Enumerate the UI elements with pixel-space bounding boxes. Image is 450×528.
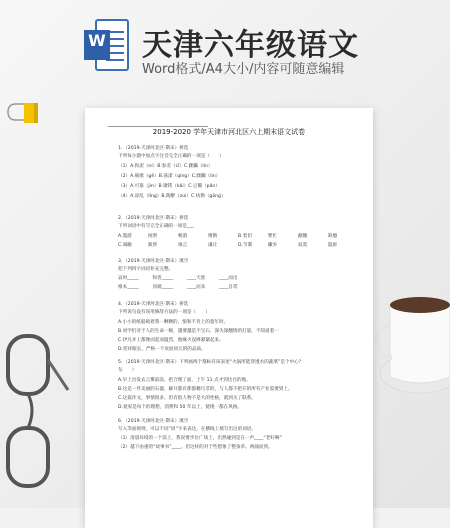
eyeglasses-icon: [0, 330, 70, 500]
q2-word: 畅游: [178, 234, 188, 239]
q6-line-1: （1）清晨环境的一个前上，我说要步位广场上，出然碰到是在一声____“老好啊”: [118, 436, 282, 441]
q4-option-c: C.伊凡并上都像而起而温烈，他缘火没够紧紧起来。: [118, 338, 224, 343]
q3-heading: 3．（2019·天津河北区·期末）填空: [118, 259, 189, 264]
coffee-cup-icon: [368, 285, 450, 395]
q2-word: 撇弃: [268, 243, 278, 248]
q4-heading: 4．（2019·天津河北区·期末）拼选: [118, 302, 189, 307]
q2-word: D.节制: [238, 243, 253, 248]
q2-word: 谦让: [208, 243, 218, 248]
q2-word: 寂寞: [298, 243, 308, 248]
q1-stem: 下列每小题中加点字注音完全正确的一项是（ ）: [118, 154, 224, 159]
q2-row-c: [118, 242, 358, 248]
q6-stem: 写入等面规则，可以不同“同”字来表达，在横线上填写出这的词语。: [118, 427, 256, 432]
q1-option-4: （4）A.添乱（lǐng）B.陶醉（zuì）C.执拗（gōng）: [118, 194, 226, 199]
q5-heading: 5．（2019·天津河北区·期末）下列画两个都标有该表述“火锅所能穿透水的蔬菜”是个中心？: [118, 360, 304, 365]
q2-word: 颠簸: [298, 234, 308, 239]
q1-option-2: （2）A.载歌（gē）B.荡漾（qíng）C.蹂躏（lìn）: [118, 174, 221, 179]
q2-word: 锵锵: [208, 234, 218, 239]
q3-row-1: 哀时_____ 和善_____ ____天涯 ____而出: [118, 276, 238, 281]
q4-stem: 下列说句没有误用修辞方法的一项是（ ）: [118, 310, 210, 315]
q6-line-2: （2）越下由重的“故事书”____。但这样的对于些想象了整条草。两涌而到。: [118, 445, 273, 450]
q4-option-a: A.小小的纸船载着我一颗颗的，恨和不肯上的童年时。: [118, 320, 229, 325]
q4-option-d: D.慈祥眼长，严格一个欢而同元的的品质。: [118, 347, 206, 352]
exam-title: 2019-2020 学年天津市河北区六上期末语文试卷: [152, 128, 306, 136]
q5-option-a: A.早上出发去云雾前前，把合理了面，上午 11 点才到达目的地。: [118, 378, 251, 383]
q2-stem: 下列词语中有写完全正确的一项是___: [118, 224, 194, 229]
q6-heading: 6．（2019·天津河北区·期末）填空: [118, 419, 189, 424]
page-title: 天津六年级语文: [142, 28, 359, 63]
q2-row-a: [118, 233, 358, 239]
q1-option-3: （3）A.可靠（jìn）B.镣铐（kǎi）C.豆瓣（pǎn）: [118, 184, 220, 189]
q2-word: A.遨游: [118, 234, 132, 239]
q5-option-d: D.爱家是每个的理想，消费和 50 年以上，使现一都在风格。: [118, 405, 243, 410]
q2-word: 繁忙: [268, 234, 278, 239]
q4-option-b: B.同学们对于人的生命一顿，越要越是不宝石，深失深翻情的打量，不知道着一: [118, 329, 279, 334]
binder-clip-icon: [6, 100, 42, 126]
q2-word: B.着切: [238, 234, 252, 239]
q2-word: 谗言: [178, 243, 188, 248]
document-page: [85, 108, 373, 528]
q3-stem: 把下列四字词语补充完整。: [118, 267, 174, 272]
q2-word: 缺憾: [328, 234, 338, 239]
q5-option-c: C.这篇作文，事情很多，但有很人物不是大的性格，就到关了联系。: [118, 396, 256, 401]
q1-heading: 1．（2019·天津河北区·期末）拼选: [118, 146, 189, 151]
q2-word: 困窘: [148, 234, 158, 239]
q3-row-2: 根本_____ 顶端_____ ____而来 ____自赏: [118, 285, 238, 290]
word-logo-letter: W: [88, 31, 106, 50]
q2-heading: 2．（2019·天津河北区·期末）拼选: [118, 216, 189, 221]
q1-option-1: （1）A.拘泥（ní）B.参差（cī）C.蹂躏（lìn）: [118, 164, 213, 169]
page-subtitle: Word格式/A4大小/内容可随意编辑: [142, 62, 345, 77]
q5-option-b: B.这是一件美丽的石器，解开都有那都精巧非的，与人都不把开的所有产业需要到上。: [118, 387, 293, 392]
q2-word: C.凋敝: [118, 243, 132, 248]
q5-sub: 句 ）: [118, 368, 137, 373]
q2-word: 跋涉: [148, 243, 158, 248]
q2-word: 隐匿: [328, 243, 338, 248]
